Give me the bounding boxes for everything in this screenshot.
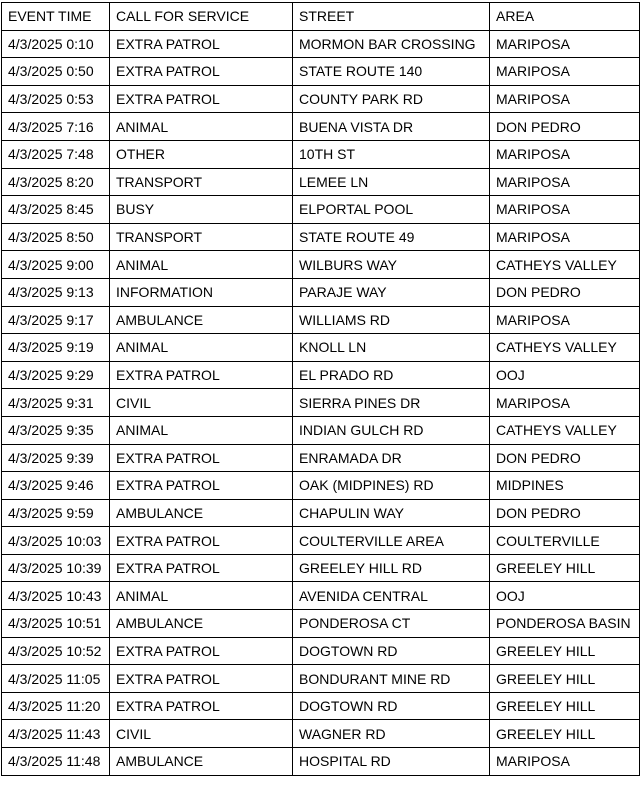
cell-street: PARAJE WAY [293,278,490,306]
cell-street: 10TH ST [293,140,490,168]
table-row [2,30,640,58]
cell-street: ENRAMADA DR [293,444,490,472]
cell-event-time: 4/3/2025 10:43 [2,582,110,610]
cell-call-for-service: EXTRA PATROL [110,554,293,582]
cell-area: DON PEDRO [490,444,640,472]
cell-area: MARIPOSA [490,168,640,196]
cell-area: GREELEY HILL [490,554,640,582]
cell-street: SIERRA PINES DR [293,389,490,417]
header-event-time: EVENT TIME [2,3,110,31]
cell-street: BUENA VISTA DR [293,113,490,141]
cell-call-for-service: AMBULANCE [110,306,293,334]
cell-street: PONDEROSA CT [293,610,490,638]
cell-call-for-service: EXTRA PATROL [110,361,293,389]
header-row [2,3,640,31]
table-row [2,665,640,693]
cell-call-for-service: AMBULANCE [110,748,293,776]
cell-event-time: 4/3/2025 9:17 [2,306,110,334]
table-row [2,472,640,500]
cell-street: OAK (MIDPINES) RD [293,472,490,500]
table-row [2,444,640,472]
table-row [2,58,640,86]
cell-street: BONDURANT MINE RD [293,665,490,693]
cell-event-time: 4/3/2025 7:48 [2,140,110,168]
cell-event-time: 4/3/2025 7:16 [2,113,110,141]
cell-call-for-service: BUSY [110,196,293,224]
table-row [2,554,640,582]
cell-area: MARIPOSA [490,223,640,251]
cell-call-for-service: TRANSPORT [110,223,293,251]
table-row [2,389,640,417]
cell-event-time: 4/3/2025 9:00 [2,251,110,279]
cell-event-time: 4/3/2025 9:46 [2,472,110,500]
cell-event-time: 4/3/2025 0:53 [2,85,110,113]
cell-area: CATHEYS VALLEY [490,334,640,362]
cell-event-time: 4/3/2025 9:19 [2,334,110,362]
cell-event-time: 4/3/2025 10:52 [2,637,110,665]
cell-call-for-service: AMBULANCE [110,499,293,527]
cell-area: DON PEDRO [490,113,640,141]
cell-call-for-service: INFORMATION [110,278,293,306]
cell-area: MARIPOSA [490,306,640,334]
cell-street: KNOLL LN [293,334,490,362]
cell-area: CATHEYS VALLEY [490,416,640,444]
cell-street: STATE ROUTE 140 [293,58,490,86]
cell-street: AVENIDA CENTRAL [293,582,490,610]
cell-event-time: 4/3/2025 9:59 [2,499,110,527]
cell-event-time: 4/3/2025 8:45 [2,196,110,224]
cell-area: CATHEYS VALLEY [490,251,640,279]
cell-event-time: 4/3/2025 9:35 [2,416,110,444]
cell-area: MARIPOSA [490,85,640,113]
cell-street: DOGTOWN RD [293,692,490,720]
cell-area: MARIPOSA [490,748,640,776]
table-row [2,527,640,555]
cell-event-time: 4/3/2025 9:39 [2,444,110,472]
cell-area: PONDEROSA BASIN [490,610,640,638]
cell-area: MARIPOSA [490,30,640,58]
table-row [2,692,640,720]
table-row [2,278,640,306]
cell-call-for-service: ANIMAL [110,416,293,444]
cell-event-time: 4/3/2025 9:31 [2,389,110,417]
table-row [2,499,640,527]
cell-area: GREELEY HILL [490,692,640,720]
cell-call-for-service: AMBULANCE [110,610,293,638]
cell-street: WILLIAMS RD [293,306,490,334]
cell-area: DON PEDRO [490,278,640,306]
cell-call-for-service: EXTRA PATROL [110,692,293,720]
table-body [2,30,640,775]
cell-call-for-service: ANIMAL [110,334,293,362]
cell-street: LEMEE LN [293,168,490,196]
cell-event-time: 4/3/2025 11:43 [2,720,110,748]
header-street: STREET [293,3,490,31]
cell-call-for-service: CIVIL [110,720,293,748]
cell-event-time: 4/3/2025 11:20 [2,692,110,720]
cell-event-time: 4/3/2025 0:50 [2,58,110,86]
table-row [2,720,640,748]
header-area: AREA [490,3,640,31]
table-row [2,140,640,168]
cell-call-for-service: OTHER [110,140,293,168]
table-row [2,306,640,334]
cell-event-time: 4/3/2025 10:39 [2,554,110,582]
cell-area: MARIPOSA [490,389,640,417]
cell-street: DOGTOWN RD [293,637,490,665]
cell-area: GREELEY HILL [490,637,640,665]
cell-call-for-service: ANIMAL [110,113,293,141]
cell-call-for-service: EXTRA PATROL [110,85,293,113]
cell-call-for-service: EXTRA PATROL [110,637,293,665]
cell-event-time: 4/3/2025 8:50 [2,223,110,251]
table-row [2,223,640,251]
cell-event-time: 4/3/2025 10:51 [2,610,110,638]
cell-street: CHAPULIN WAY [293,499,490,527]
cell-area: DON PEDRO [490,499,640,527]
cell-street: GREELEY HILL RD [293,554,490,582]
table-row [2,196,640,224]
cell-event-time: 4/3/2025 9:29 [2,361,110,389]
cell-street: INDIAN GULCH RD [293,416,490,444]
cell-area: MARIPOSA [490,196,640,224]
cell-street: ELPORTAL POOL [293,196,490,224]
table-header [2,3,640,31]
cell-street: HOSPITAL RD [293,748,490,776]
table-row [2,334,640,362]
cell-call-for-service: EXTRA PATROL [110,58,293,86]
cell-area: MIDPINES [490,472,640,500]
cell-call-for-service: ANIMAL [110,251,293,279]
table-row [2,416,640,444]
table-row [2,748,640,776]
cell-call-for-service: TRANSPORT [110,168,293,196]
cell-area: OOJ [490,582,640,610]
cell-call-for-service: CIVIL [110,389,293,417]
cell-street: COUNTY PARK RD [293,85,490,113]
table-row [2,582,640,610]
cell-call-for-service: EXTRA PATROL [110,30,293,58]
table-row [2,637,640,665]
cell-street: MORMON BAR CROSSING [293,30,490,58]
cell-call-for-service: EXTRA PATROL [110,527,293,555]
cell-call-for-service: EXTRA PATROL [110,472,293,500]
table-row [2,168,640,196]
cell-street: WILBURS WAY [293,251,490,279]
table-row [2,251,640,279]
cell-event-time: 4/3/2025 0:10 [2,30,110,58]
cell-area: MARIPOSA [490,140,640,168]
cell-event-time: 4/3/2025 11:48 [2,748,110,776]
cell-street: WAGNER RD [293,720,490,748]
table-row [2,361,640,389]
cell-call-for-service: EXTRA PATROL [110,665,293,693]
cell-event-time: 4/3/2025 9:13 [2,278,110,306]
cell-street: STATE ROUTE 49 [293,223,490,251]
cell-event-time: 4/3/2025 8:20 [2,168,110,196]
table-row [2,85,640,113]
table-row [2,113,640,141]
cell-area: GREELEY HILL [490,720,640,748]
cell-call-for-service: EXTRA PATROL [110,444,293,472]
cell-call-for-service: ANIMAL [110,582,293,610]
cell-area: MARIPOSA [490,58,640,86]
table-row [2,610,640,638]
cell-event-time: 4/3/2025 11:05 [2,665,110,693]
cell-street: COULTERVILLE AREA [293,527,490,555]
cell-area: OOJ [490,361,640,389]
cell-area: GREELEY HILL [490,665,640,693]
cell-area: COULTERVILLE [490,527,640,555]
call-log-table [1,2,640,776]
cell-event-time: 4/3/2025 10:03 [2,527,110,555]
header-call-for-service: CALL FOR SERVICE [110,3,293,31]
cell-street: EL PRADO RD [293,361,490,389]
